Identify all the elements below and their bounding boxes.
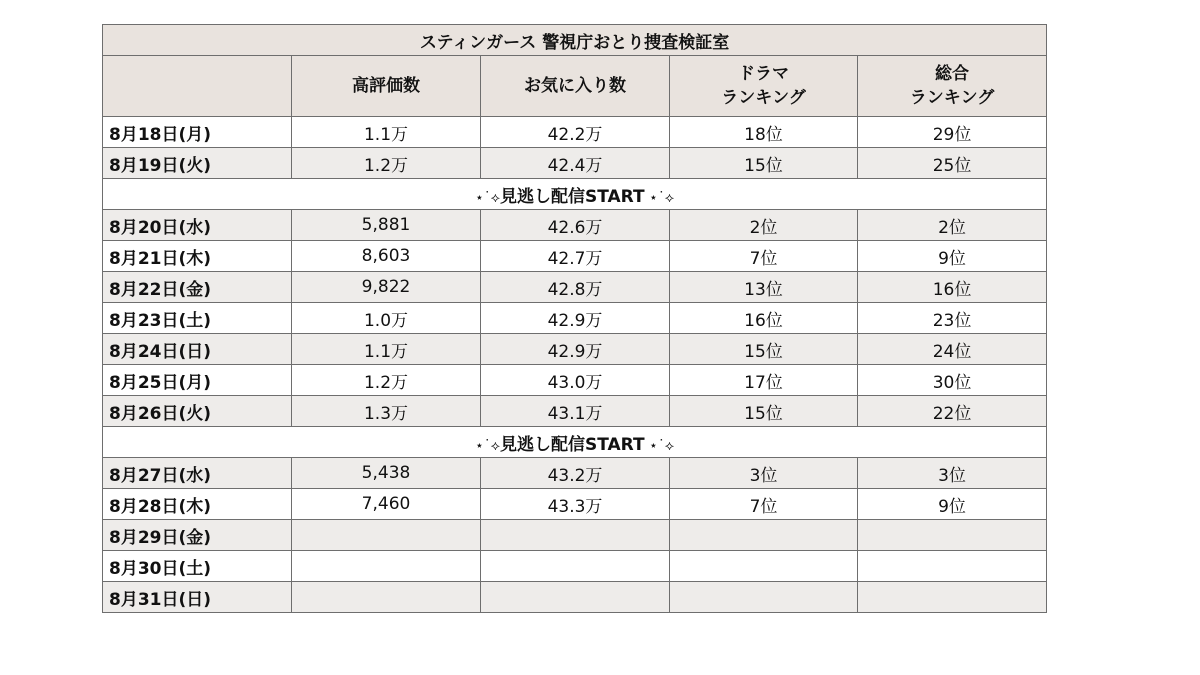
table-row: [103, 117, 1047, 148]
favorites-cell: [481, 520, 670, 551]
table-row: [103, 148, 1047, 179]
date-cell: 8月24日(日): [103, 334, 292, 365]
date-cell: 8月26日(火): [103, 396, 292, 427]
date-cell: 8月18日(月): [103, 117, 292, 148]
table-row: [103, 520, 1047, 551]
drama-rank-cell: 15位: [670, 334, 858, 365]
header-rating: 高評価数: [292, 56, 481, 117]
date-cell: 8月29日(金): [103, 520, 292, 551]
sparkle-icon: ⋆˙⟡: [474, 437, 500, 454]
overall-rank-cell: 30位: [858, 365, 1047, 396]
overall-rank-cell: 9位: [858, 489, 1047, 520]
note-text: 見逃し配信START: [500, 434, 645, 455]
favorites-cell: 42.8万: [481, 272, 670, 303]
table-row: [103, 303, 1047, 334]
favorites-cell: 42.7万: [481, 241, 670, 272]
date-cell: 8月25日(月): [103, 365, 292, 396]
table-row: [103, 365, 1047, 396]
rating-cell: 7,460: [292, 489, 481, 520]
table-row: [103, 551, 1047, 582]
rating-cell: 1.2万: [292, 148, 481, 179]
streaming-note: [103, 427, 1047, 458]
overall-rank-cell: 23位: [858, 303, 1047, 334]
drama-rank-cell: 17位: [670, 365, 858, 396]
date-cell: 8月23日(土): [103, 303, 292, 334]
note-text: 見逃し配信START: [500, 186, 645, 207]
favorites-cell: 43.0万: [481, 365, 670, 396]
favorites-cell: 43.1万: [481, 396, 670, 427]
header-empty: [103, 56, 292, 117]
overall-rank-cell: 2位: [858, 210, 1047, 241]
sparkle-icon: ⋆˙⟡: [474, 189, 500, 206]
drama-rank-cell: 2位: [670, 210, 858, 241]
header-overall-ranking: 総合 ランキング: [858, 56, 1047, 117]
rating-cell: 1.1万: [292, 334, 481, 365]
drama-rank-cell: 15位: [670, 148, 858, 179]
header-drama-ranking: ドラマ ランキング: [670, 56, 858, 117]
date-cell: 8月21日(木): [103, 241, 292, 272]
streaming-note: [103, 179, 1047, 210]
rating-cell: 1.2万: [292, 365, 481, 396]
drama-rank-cell: [670, 520, 858, 551]
drama-rank-cell: 3位: [670, 458, 858, 489]
rating-cell: 8,603: [292, 241, 481, 272]
overall-rank-cell: 22位: [858, 396, 1047, 427]
favorites-cell: 42.9万: [481, 303, 670, 334]
date-cell: 8月30日(土): [103, 551, 292, 582]
rating-cell: 9,822: [292, 272, 481, 303]
table-row: [103, 582, 1047, 613]
table-row: [103, 272, 1047, 303]
rating-cell: 1.0万: [292, 303, 481, 334]
drama-rank-cell: 13位: [670, 272, 858, 303]
date-cell: 8月31日(日): [103, 582, 292, 613]
table-row: [103, 458, 1047, 489]
favorites-cell: [481, 582, 670, 613]
drama-rank-cell: 15位: [670, 396, 858, 427]
note-row: [103, 427, 1047, 458]
sparkle-icon: ⋆˙⟡: [644, 189, 675, 206]
drama-rank-cell: 7位: [670, 489, 858, 520]
table-row: [103, 210, 1047, 241]
drama-rank-cell: [670, 582, 858, 613]
table-title: スティンガース 警視庁おとり捜査検証室: [103, 25, 1047, 56]
table-row: [103, 396, 1047, 427]
date-cell: 8月27日(水): [103, 458, 292, 489]
drama-rank-cell: 7位: [670, 241, 858, 272]
rating-cell: [292, 520, 481, 551]
favorites-cell: [481, 551, 670, 582]
rating-cell: [292, 551, 481, 582]
rating-cell: 1.1万: [292, 117, 481, 148]
overall-rank-cell: 9位: [858, 241, 1047, 272]
table-row: [103, 334, 1047, 365]
overall-rank-cell: 25位: [858, 148, 1047, 179]
overall-rank-cell: [858, 551, 1047, 582]
favorites-cell: 43.3万: [481, 489, 670, 520]
note-row: [103, 179, 1047, 210]
date-cell: 8月22日(金): [103, 272, 292, 303]
drama-rank-cell: 18位: [670, 117, 858, 148]
sparkle-icon: ⋆˙⟡: [644, 437, 675, 454]
favorites-cell: 42.2万: [481, 117, 670, 148]
favorites-cell: 43.2万: [481, 458, 670, 489]
date-cell: 8月28日(木): [103, 489, 292, 520]
header-favorites: お気に入り数: [481, 56, 670, 117]
drama-rank-cell: [670, 551, 858, 582]
overall-rank-cell: 29位: [858, 117, 1047, 148]
overall-rank-cell: 3位: [858, 458, 1047, 489]
ranking-table: [102, 24, 1047, 613]
favorites-cell: 42.9万: [481, 334, 670, 365]
drama-rank-cell: 16位: [670, 303, 858, 334]
rating-cell: 1.3万: [292, 396, 481, 427]
favorites-cell: 42.4万: [481, 148, 670, 179]
overall-rank-cell: 24位: [858, 334, 1047, 365]
rating-cell: 5,438: [292, 458, 481, 489]
rating-cell: [292, 582, 481, 613]
date-cell: 8月20日(水): [103, 210, 292, 241]
favorites-cell: 42.6万: [481, 210, 670, 241]
table-row: [103, 489, 1047, 520]
rating-cell: 5,881: [292, 210, 481, 241]
table-row: [103, 241, 1047, 272]
overall-rank-cell: [858, 582, 1047, 613]
overall-rank-cell: 16位: [858, 272, 1047, 303]
date-cell: 8月19日(火): [103, 148, 292, 179]
overall-rank-cell: [858, 520, 1047, 551]
